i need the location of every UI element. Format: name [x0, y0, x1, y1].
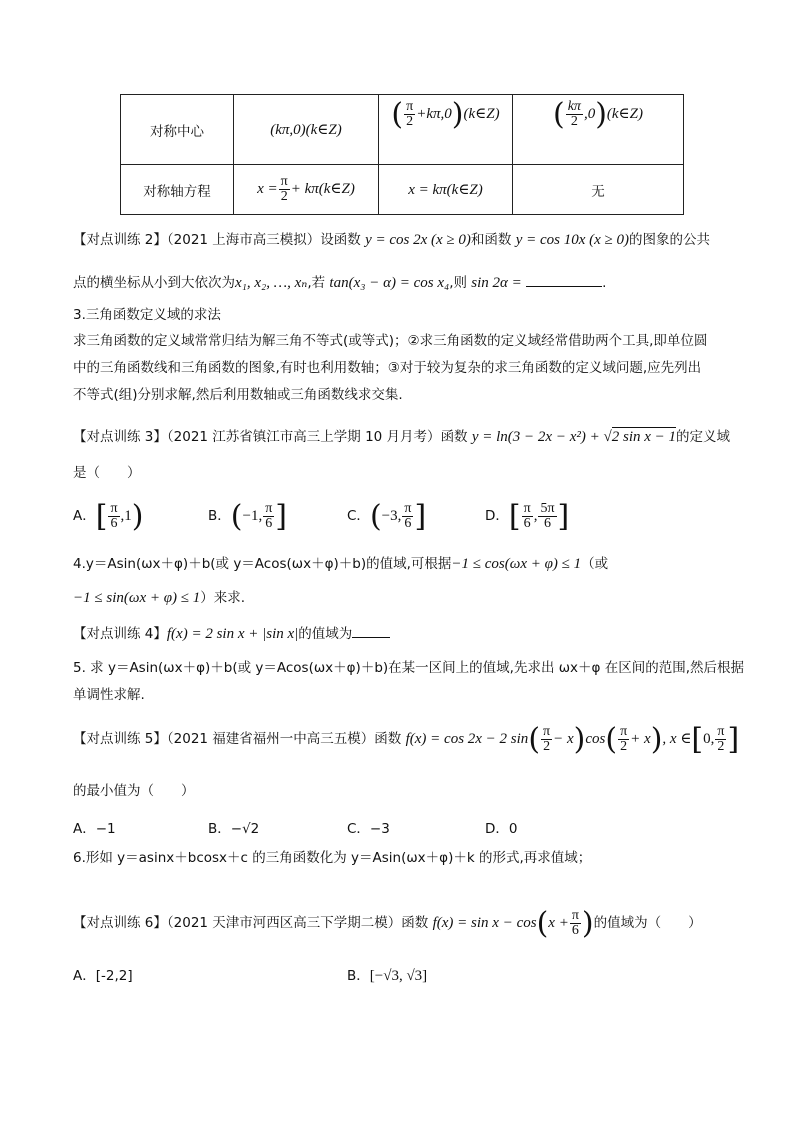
- section-3-title: 3.三角函数定义域的求法: [73, 307, 221, 323]
- option-a[interactable]: A．[ $\frac{\pi}{6}$ ,1): [73, 499, 144, 534]
- exercise-3-line-1: 【对点训练 3】（2021 江苏省镇江市高三上学期 10 月月考）函数 y = ln(3 − 2x − x²) + √2 sin x − 1的定义域: [73, 429, 731, 445]
- exercise-5-line-1: 【对点训练 5】（2021 福建省福州一中高三五模）函数 f(x) = cos 2x − 2 sin( $\frac{\pi}{2}$ − x)cos( $\frac{\pi}{2}$ + x), x ∈[0, $\frac{\pi}{2}$ ]: [73, 722, 740, 757]
- table-cell-cos-axis: x = kπ(k∈Z): [379, 165, 513, 215]
- section-3-para-line: 不等式(组)分别求解,然后利用数轴或三角函数线求交集.: [73, 387, 403, 403]
- section-4-line-2: −1 ≤ sin(ωx + φ) ≤ 1）来求.: [73, 590, 246, 606]
- table-cell-tan-axis: 无: [513, 165, 684, 215]
- exercise-2-line-1: 【对点训练 2】（2021 上海市高三模拟）设函数 y = cos 2x (x ≥ 0)和函数 y = cos 10x (x ≥ 0)的图象的公共: [73, 232, 711, 248]
- option-b[interactable]: B．(−1, $\frac{\pi}{6}$ ]: [208, 499, 287, 534]
- exercise-6-line: 【对点训练 6】（2021 天津市河西区高三下学期二模）函数 f(x) = sin x − cos(x + $\frac{\pi}{6}$ )的值域为（ ）: [73, 906, 702, 941]
- section-5-line-2: 单调性求解.: [73, 687, 145, 703]
- symmetry-table: [120, 94, 684, 215]
- exercise-3-line-2: 是（ ）: [73, 465, 141, 481]
- option-c[interactable]: C．−3: [347, 821, 390, 837]
- section-4-line-1: 4.y＝Asin(ωx＋φ)＋b(或 y＝Acos(ωx＋φ)＋b)的值域,可根据−1 ≤ cos(ωx + φ) ≤ 1（或: [73, 556, 609, 572]
- table-cell-sin-axis: x = $\frac{\pi}{2}$ + kπ(k∈Z): [234, 165, 379, 215]
- table-cell-cos-center: ( $\frac{\pi}{2}$ +kπ,0)(k∈Z): [379, 95, 513, 165]
- section-5-line-1: 5. 求 y＝Asin(ωx＋φ)＋b(或 y＝Acos(ωx＋φ)＋b)在某一区间上的值域,先求出 ωx＋φ 在区间的范围,然后根据: [73, 660, 745, 676]
- table-cell-sin-center: (kπ,0)(k∈Z): [234, 95, 379, 165]
- table-cell-label: 对称中心: [121, 95, 234, 165]
- option-b[interactable]: B．−√2: [208, 821, 260, 837]
- option-b[interactable]: B．[−√3, √3]: [347, 968, 428, 984]
- section-3-para-line: 求三角函数的定义域常常归结为解三角不等式(或等式)；②求三角函数的定义域经常借助两个工具,即单位圆: [73, 333, 708, 349]
- option-a[interactable]: A．−1: [73, 821, 116, 837]
- exercise-2-line-2: 点的横坐标从小到大依次为x₁, x₂, …, xₙ,若 tan(x₃ − α) = cos x₄,则 sin 2α = .: [73, 275, 607, 291]
- section-3-para-line: 中的三角函数线和三角函数的图象,有时也利用数轴；③对于较为复杂的求三角函数的定义域问题,应先列出: [73, 360, 702, 376]
- table-cell-label: 对称轴方程: [121, 165, 234, 215]
- option-a[interactable]: A．[-2,2]: [73, 968, 133, 984]
- answer-blank[interactable]: [526, 274, 602, 287]
- option-d[interactable]: D．0: [485, 821, 518, 837]
- section-6-line: 6.形如 y＝asinx＋bcosx＋c 的三角函数化为 y＝Asin(ωx＋φ)＋k 的形式,再求值域；: [73, 850, 592, 866]
- option-d[interactable]: D．[ $\frac{\pi}{6}$ , $\frac{5\pi}{6}$ ]: [485, 499, 570, 534]
- exercise-5-line-2: 的最小值为（ ）: [73, 783, 195, 799]
- option-c[interactable]: C．(−3, $\frac{\pi}{6}$ ]: [347, 499, 427, 534]
- answer-blank[interactable]: [352, 625, 390, 638]
- table-cell-tan-center: ( $\frac{k\pi}{2}$ ,0)(k∈Z): [513, 95, 684, 165]
- exercise-4: 【对点训练 4】f(x) = 2 sin x + |sin x|的值域为: [73, 622, 390, 643]
